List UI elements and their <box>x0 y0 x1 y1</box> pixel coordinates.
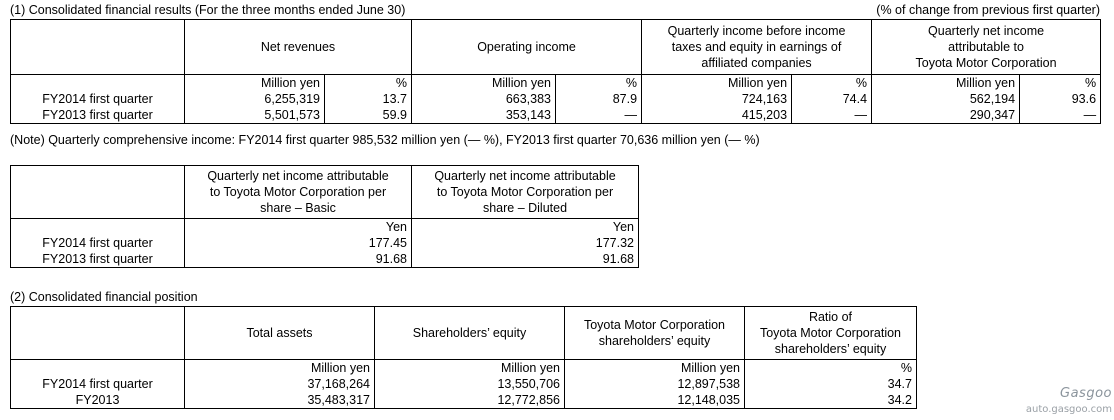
header-net-income-tmc: Quarterly net income attributable to Toyota Motor Corporation <box>872 20 1101 75</box>
eps-basic-values: Yen 177.45 91.68 <box>185 219 412 268</box>
operating-income-values: Million yen 663,383 353,143 <box>412 75 556 124</box>
gasgoo-logo: Gasgoo <box>1060 386 1112 401</box>
header-blank <box>11 20 185 75</box>
net-income-values: Million yen 562,194 290,347 <box>872 75 1020 124</box>
net-income-pct: % 93.6 ― <box>1020 75 1101 124</box>
tmc-equity-values: Million yen 12,897,538 12,148,035 <box>565 360 745 409</box>
income-before-taxes-values: Million yen 724,163 415,203 <box>642 75 792 124</box>
row-label: FY2013 <box>75 393 120 407</box>
income-before-taxes-pct: % 74.4 ― <box>792 75 872 124</box>
header-income-before-taxes: Quarterly income before income taxes and equity in earnings of affiliated companies <box>642 20 872 75</box>
operating-income-pct: % 87.9 ― <box>556 75 642 124</box>
header-eps-diluted: Quarterly net income attributable to Toyota Motor Corporation per share – Diluted <box>412 166 639 219</box>
row-labels <box>11 219 185 268</box>
header-blank <box>11 166 185 219</box>
header-blank <box>11 307 185 360</box>
row-label: FY2014 first quarter <box>42 236 153 250</box>
comprehensive-income-note: (Note) Quarterly comprehensive income: FY2014 first quarter 985,532 million yen (― %), FY2013 first quarter 70,636 million yen (― %) <box>10 133 760 147</box>
net-revenues-pct: % 13.7 59.9 <box>325 75 412 124</box>
row-label: FY2013 first quarter <box>42 252 153 266</box>
watermark-url: auto.gasgoo.com <box>1025 404 1112 415</box>
equity-ratio-values: % 34.7 34.2 <box>745 360 917 409</box>
net-revenues-values: Million yen 6,255,319 5,501,573 <box>185 75 325 124</box>
row-labels <box>11 360 185 409</box>
financial-results-table <box>10 19 1101 124</box>
header-equity-ratio: Ratio of Toyota Motor Corporation shareholders’ equity <box>745 307 917 360</box>
header-eps-basic: Quarterly net income attributable to Toyota Motor Corporation per share – Basic <box>185 166 412 219</box>
header-total-assets: Total assets <box>185 307 375 360</box>
row-labels <box>11 75 185 124</box>
header-shareholders-equity: Shareholders’ equity <box>375 307 565 360</box>
header-operating-income: Operating income <box>412 20 642 75</box>
eps-table <box>10 165 639 268</box>
row-label: FY2013 first quarter <box>42 108 153 122</box>
header-tmc-equity: Toyota Motor Corporation shareholders’ equity <box>565 307 745 360</box>
eps-diluted-values: Yen 177.32 91.68 <box>412 219 639 268</box>
row-label: FY2014 first quarter <box>42 377 153 391</box>
header-net-revenues: Net revenues <box>185 20 412 75</box>
shareholders-equity-values: Million yen 13,550,706 12,772,856 <box>375 360 565 409</box>
section1-title: (1) Consolidated financial results (For the three months ended June 30) <box>10 3 406 17</box>
watermark <box>1026 386 1112 418</box>
section2-title: (2) Consolidated financial position <box>10 290 198 304</box>
percent-change-note: (% of change from previous first quarter) <box>876 3 1100 17</box>
total-assets-values: Million yen 37,168,264 35,483,317 <box>185 360 375 409</box>
row-label: FY2014 first quarter <box>42 92 153 106</box>
financial-position-table <box>10 306 917 409</box>
